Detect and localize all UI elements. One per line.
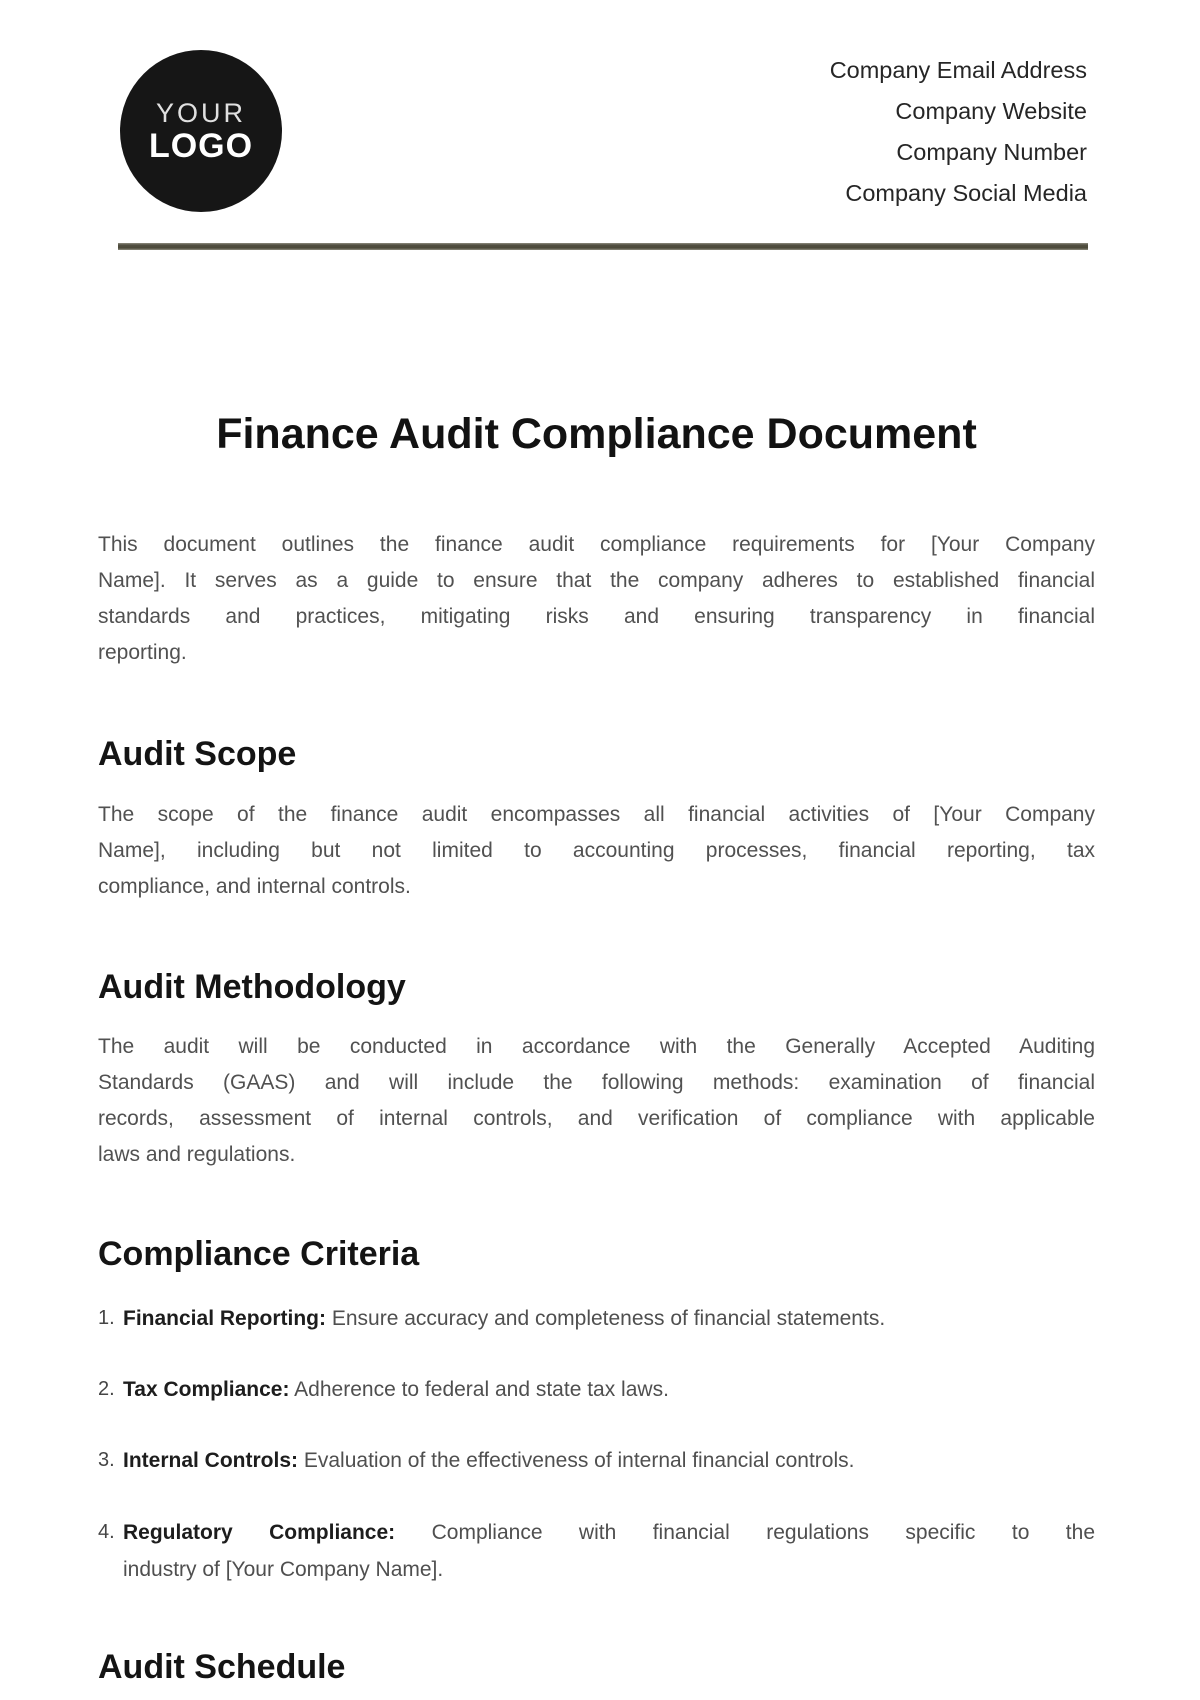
list-item-description: Ensure accuracy and completeness of financial statements. <box>331 1307 886 1330</box>
section-heading-audit-methodology: Audit Methodology <box>98 968 406 1006</box>
list-item-label: Regulatory Compliance: <box>123 1521 396 1544</box>
list-item-label: Tax Compliance: <box>123 1378 290 1401</box>
contact-line-website: Company Website <box>895 98 1087 124</box>
paragraph-line: This document outlines the finance audit compliance requirements for [Your Company <box>98 533 1095 556</box>
list-item-text <box>123 1371 1095 1408</box>
list-item-description: industry of [Your Company Name]. <box>123 1558 444 1581</box>
list-item-label: Financial Reporting: <box>123 1307 327 1330</box>
logo-text-logo: LOGO <box>148 127 254 165</box>
paragraph-line: Name], including but not limited to accounting processes, financial reporting, tax <box>98 839 1095 862</box>
list-item-line <box>123 1551 1095 1588</box>
contact-line-email: Company Email Address <box>829 57 1087 83</box>
section-heading-audit-schedule: Audit Schedule <box>98 1648 346 1686</box>
paragraph-line: reporting. <box>98 641 187 664</box>
paragraph-line: records, assessment of internal controls, and verification of compliance with applicable <box>98 1107 1095 1130</box>
paragraph-line: Name]. It serves as a guide to ensure that the company adheres to established financial <box>98 569 1095 592</box>
paragraph-line: The scope of the finance audit encompasses all financial activities of [Your Company <box>98 803 1095 826</box>
list-item-financial-reporting <box>98 1300 1095 1337</box>
paragraph-line: compliance, and internal controls. <box>98 875 411 898</box>
audit-scope-paragraph <box>98 797 1095 905</box>
contact-line-number: Company Number <box>896 139 1087 165</box>
paragraph-line: standards and practices, mitigating risks and ensuring transparency in financial <box>98 605 1095 628</box>
contact-line-social: Company Social Media <box>845 180 1087 206</box>
list-item-description: Evaluation of the effectiveness of internal financial controls. <box>303 1449 855 1472</box>
audit-methodology-paragraph <box>98 1029 1095 1173</box>
list-number: 2. <box>98 1378 115 1400</box>
list-item-internal-controls <box>98 1442 1095 1479</box>
section-heading-audit-scope: Audit Scope <box>98 735 297 773</box>
list-number: 3. <box>98 1449 115 1471</box>
list-item-description: Compliance with financial regulations specific to the <box>431 1521 1096 1544</box>
company-logo <box>120 50 282 212</box>
list-item-line <box>123 1514 1095 1551</box>
paragraph-line: The audit will be conducted in accordance with the Generally Accepted Auditing <box>98 1035 1095 1058</box>
list-item-tax-compliance <box>98 1371 1095 1408</box>
company-contact-info <box>830 50 1087 214</box>
list-item-text <box>123 1300 1095 1337</box>
list-number: 1. <box>98 1307 115 1329</box>
paragraph-line: Standards (GAAS) and will include the following methods: examination of financial <box>98 1071 1095 1094</box>
list-item-label: Internal Controls: <box>123 1449 299 1472</box>
list-number: 4. <box>98 1521 115 1543</box>
document-title: Finance Audit Compliance Document <box>216 410 977 458</box>
list-item-text <box>123 1514 1095 1588</box>
header-divider <box>118 243 1088 250</box>
list-item-description: Adherence to federal and state tax laws. <box>294 1378 669 1401</box>
list-item-regulatory-compliance <box>98 1514 1095 1588</box>
list-item-text <box>123 1442 1095 1479</box>
logo-text-your: YOUR <box>155 98 246 128</box>
section-heading-compliance-criteria: Compliance Criteria <box>98 1235 420 1273</box>
intro-paragraph <box>98 527 1095 671</box>
paragraph-line: laws and regulations. <box>98 1143 296 1166</box>
